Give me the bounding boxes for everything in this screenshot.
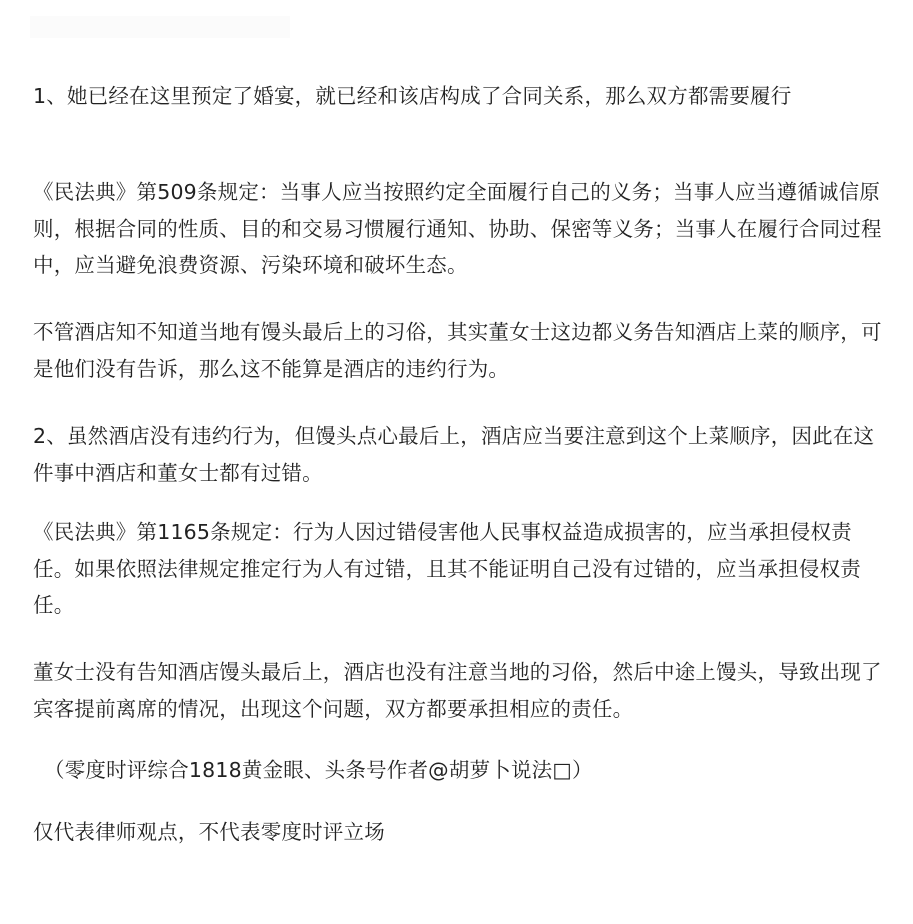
paragraph-civil-code-1165: 《民法典》第1165条规定：行为人因过错侵害他人民事权益造成损害的，应当承担侵权责任。如果依照法律规定推定行为人有过错，且其不能证明自己没有过错的，应当承担侵权责任。 [33,520,861,617]
paragraph-civil-code-509: 《民法典》第509条规定：当事人应当按照约定全面履行自己的义务；当事人应当遵循诚信原则，根据合同的性质、目的和交易习惯履行通知、协助、保密等义务；当事人在履行合同过程中，应当避免浪费资源、污染环境和破坏生态。 [33,180,882,277]
source-credit: （零度时评综合1818黄金眼、头条号作者@胡萝卜说法□） [44,758,593,782]
disclaimer: 仅代表律师观点，不代表零度时评立场 [33,820,385,844]
paragraph-serving-order-duty: 不管酒店知不知道当地有馒头最后上的习俗，其实董女士这边都义务告知酒店上菜的顺序，可是他们没有告诉，那么这不能算是酒店的违约行为。 [33,320,882,381]
top-faint-band [30,16,290,38]
paragraph-contract-relationship: 1、她已经在这里预定了婚宴，就已经和该店构成了合同关系，那么双方都需要履行 [33,84,792,108]
paragraph-both-at-fault: 2、虽然酒店没有违约行为，但馒头点心最后上，酒店应当要注意到这个上菜顺序，因此在这件事中酒店和董女士都有过错。 [33,424,875,485]
paragraph-shared-responsibility: 董女士没有告知酒店馒头最后上，酒店也没有注意当地的习俗，然后中途上馒头，导致出现了宾客提前离席的情况，出现这个问题，双方都要承担相应的责任。 [33,660,882,721]
